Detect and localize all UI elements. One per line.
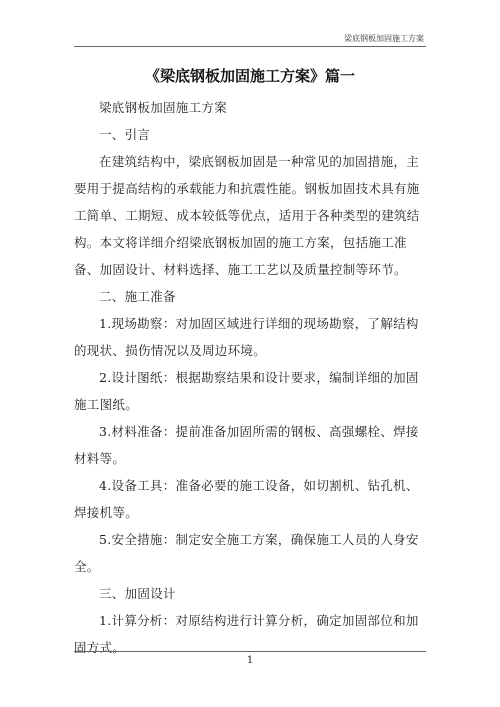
preparation-item-4: 4.设备工具：准备必要的施工设备，如切割机、钻孔机、焊接机等。 <box>74 478 419 520</box>
preparation-item-5: 5.安全措施：制定安全施工方案，确保施工人员的人身安全。 <box>74 532 419 574</box>
design-item-1: 1.计算分析：对原结构进行计算分析，确定加固部位和加固方式。 <box>74 613 419 655</box>
footer-rule <box>74 651 426 652</box>
preparation-item-3: 3.材料准备：提前准备加固所需的钢板、高强螺栓、焊接材料等。 <box>74 424 419 466</box>
page-number: 1 <box>246 655 254 666</box>
introduction-paragraph: 在建筑结构中，梁底钢板加固是一种常见的加固措施，主要用于提高结构的承载能力和抗震性能。钢板加固技术具有施工简单、工期短、成本较低等优点，适用于各种类型的建筑结构。本文将详细介绍梁底钢板加固的施工方案，包括施工准备、加固设计、材料选择、施工工艺以及质量控制等环节。 <box>74 154 420 277</box>
section-heading-introduction: 一、引言 <box>99 127 151 142</box>
preparation-item-2: 2.设计图纸：根据勘察结果和设计要求，编制详细的加固施工图纸。 <box>74 370 419 412</box>
running-header: 梁底钢板加固施工方案 <box>344 34 424 43</box>
section-heading-design: 三、加固设计 <box>99 586 176 601</box>
header-rule <box>74 46 426 47</box>
section-heading-preparation: 二、施工准备 <box>99 289 176 304</box>
preparation-item-1: 1.现场勘察：对加固区域进行详细的现场勘察，了解结构的现状、损伤情况以及周边环境。 <box>74 316 419 358</box>
document-title: 《梁底钢板加固施工方案》篇一 <box>144 67 355 85</box>
document-subtitle: 梁底钢板加固施工方案 <box>99 100 228 115</box>
